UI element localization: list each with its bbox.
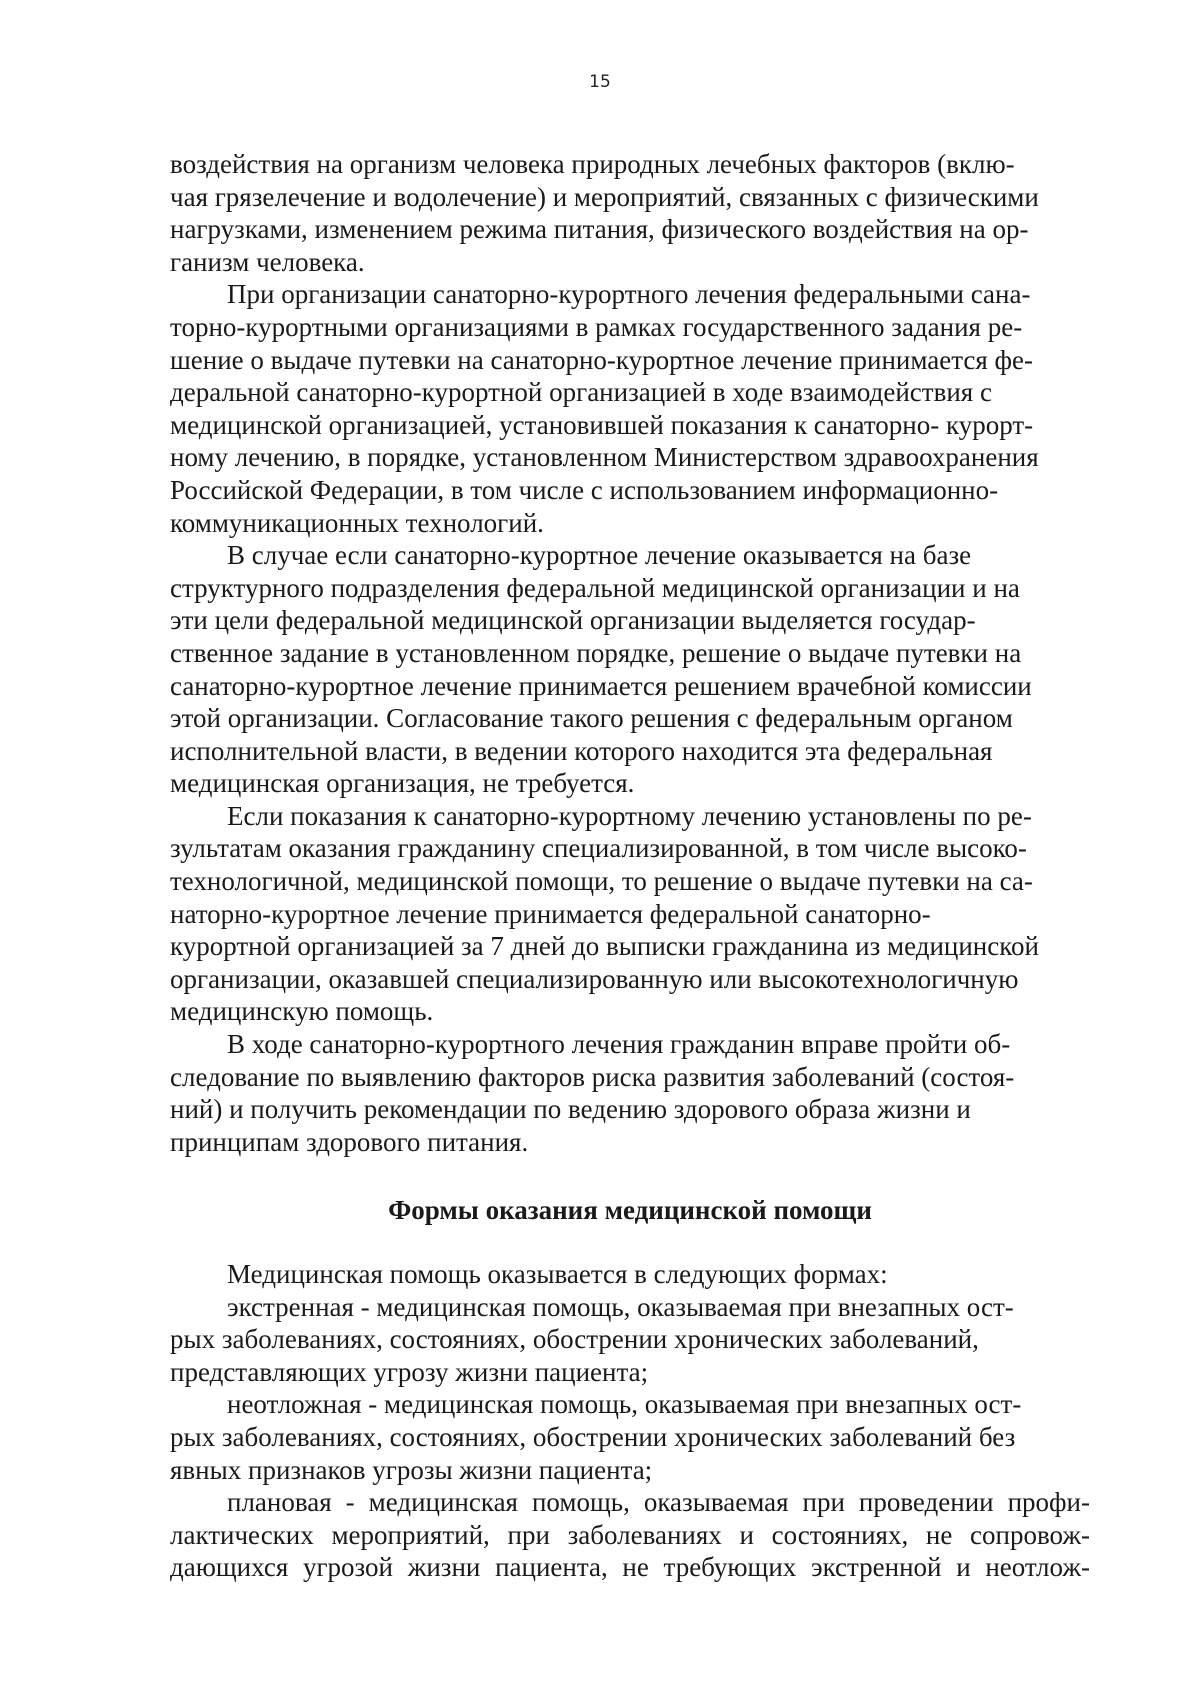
section-heading: Формы оказания медицинской помощи [388, 1195, 872, 1226]
page-number: 15 [589, 72, 611, 92]
list-item-planned: плановая - медицинская помощь, оказываемая при проведении профи- лактических мероприятий, при заболеваниях и состояниях, не сопровож- дающихся угрозой жизни пациента, не требующих экстренной и неотлож- [170, 1487, 1090, 1583]
section-intro: Медицинская помощь оказывается в следующих формах: [227, 1259, 888, 1289]
paragraph-structural-division: В случае если санаторно-курортное лечение оказывается на базе структурного подразделения федеральной медицинской организации и на эти цели федеральной медицинской организации выделяется государ- ственное задание в установленном порядке, решение о выдаче путевки на санаторно-курортное лечение принимается решением врачебной комиссии этой организации. Согласование такого решения с федеральным органом исполнительной власти, в ведении которого находится эта федеральная медицинская организация, не требуется. [170, 540, 1032, 799]
paragraph-continuation: воздействия на организм человека природных лечебных факторов (вклю- чая грязелечение и водолечение) и мероприятий, связанных с физическими нагрузками, изменением режима питания, физического воздействия на ор- ганизм человека. [170, 149, 1039, 277]
paragraph-risk-examination: В ходе санаторно-курортного лечения гражданин вправе пройти об- следование по выявлению факторов риска развития заболеваний (состоя- ний) и получить рекомендации по ведению здорового образа жизни и принципам здорового питания. [170, 1029, 1015, 1157]
paragraph-federal-organizations: При организации санаторно-курортного лечения федеральными сана- торно-курортными организациями в рамках государственного задания ре- шение о выдаче путевки на санаторно-курортное лечение принимается фе- деральной санаторно-курортной организацией в ходе взаимодействия с медицинской организацией, установившей показания к санаторно- курорт- ному лечению, в порядке, установленном Министерством здравоохранения Российской Федерации, в том числе с использованием информационно- коммуникационных технологий. [170, 279, 1039, 538]
list-item-urgent: неотложная - медицинская помощь, оказываемая при внезапных ост- рых заболеваниях, состояниях, обострении хронических заболеваний без явных признаков угрозы жизни пациента; [170, 1389, 1022, 1485]
list-item-emergency: экстренная - медицинская помощь, оказываемая при внезапных ост- рых заболеваниях, состояниях, обострении хронических заболеваний, представляющих угрозу жизни пациента; [170, 1291, 1014, 1387]
paragraph-specialized-care: Если показания к санаторно-курортному лечению установлены по ре- зультатам оказания гражданину специализированной, в том числе высоко- технологичной, медицинской помощи, то решение о выдаче путевки на са- наторно-курортное лечение принимается федеральной санаторно- курортной организацией за 7 дней до выписки гражданина из медицинской организации, оказавшей специализированную или высокотехнологичную медицинскую помощь. [170, 800, 1039, 1027]
page-body [170, 148, 1090, 1584]
